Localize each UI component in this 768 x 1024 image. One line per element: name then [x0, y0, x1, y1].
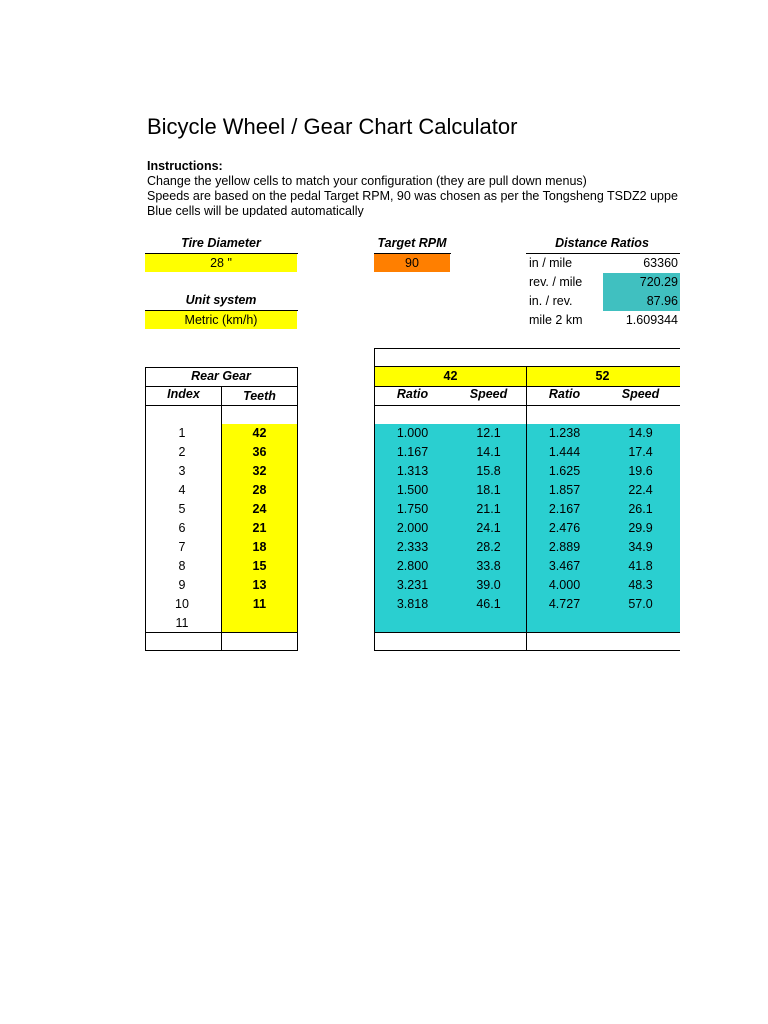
teeth-select[interactable]: 42 [252, 426, 267, 440]
gear-index: 9 [178, 578, 186, 592]
ratio-cell: 1.750 [396, 502, 429, 516]
ratio-cell: 2.000 [396, 521, 429, 535]
instructions-heading: Instructions: [147, 159, 223, 173]
ratio-cell: 1.500 [396, 483, 429, 497]
speed-cell: 14.1 [476, 445, 501, 459]
teeth-select[interactable]: 15 [252, 559, 267, 573]
speed-cell: 57.0 [628, 597, 653, 611]
distance-row-name: rev. / mile [529, 275, 583, 289]
distance-ratios-label: Distance Ratios [555, 236, 649, 250]
ratio-header: Ratio [396, 387, 429, 401]
teeth-select[interactable]: 11 [252, 597, 267, 611]
distance-row-value: 720.29 [603, 273, 680, 292]
instruction-line-2: Speeds are based on the pedal Target RPM, 90 was chosen as per the Tongsheng TSDZ2 uppe [147, 189, 678, 203]
speed-cell: 24.1 [476, 521, 501, 535]
speed-cell: 18.1 [476, 483, 501, 497]
ratio-cell: 1.238 [548, 426, 581, 440]
unit-system-select[interactable]: Metric (km/h) [145, 311, 297, 329]
distance-row-name: mile 2 km [529, 313, 583, 327]
ratio-cell: 3.467 [548, 559, 581, 573]
ratio-cell: 1.000 [396, 426, 429, 440]
page-title: Bicycle Wheel / Gear Chart Calculator [147, 114, 518, 139]
ratio-cell: 4.727 [548, 597, 581, 611]
distance-row-name: in / mile [529, 256, 573, 270]
ratio-cell: 2.889 [548, 540, 581, 554]
chainring-teeth[interactable]: 42 [443, 369, 458, 383]
unit-system-label: Unit system [185, 293, 257, 307]
gear-index: 6 [178, 521, 186, 535]
speed-cell: 12.1 [476, 426, 501, 440]
teeth-select[interactable]: 13 [252, 578, 267, 592]
tire-diameter-select[interactable]: 28 " [145, 254, 297, 272]
speed-cell: 15.8 [476, 464, 501, 478]
ratio-cell: 1.167 [396, 445, 429, 459]
target-rpm-label: Target RPM [377, 236, 447, 250]
rear-gear-label: Rear Gear [191, 369, 251, 383]
ratio-cell: 2.167 [548, 502, 581, 516]
speed-cell: 34.9 [628, 540, 653, 554]
speed-cell: 41.8 [628, 559, 653, 573]
speed-cell: 17.4 [628, 445, 653, 459]
teeth-select[interactable]: 18 [252, 540, 267, 554]
gear-index: 11 [175, 616, 189, 630]
speed-cell: 46.1 [476, 597, 501, 611]
ratio-header: Ratio [548, 387, 581, 401]
teeth-header: Teeth [243, 389, 276, 403]
distance-row-value: 87.96 [603, 292, 680, 311]
distance-row-value: 1.609344 [625, 313, 678, 327]
gear-index: 4 [178, 483, 186, 497]
ratio-cell: 3.818 [396, 597, 429, 611]
speed-cell: 14.9 [628, 426, 653, 440]
teeth-select[interactable]: 36 [252, 445, 267, 459]
teeth-select[interactable]: 21 [252, 521, 267, 535]
speed-cell: 26.1 [628, 502, 653, 516]
ratio-cell: 4.000 [548, 578, 581, 592]
ratio-cell: 1.444 [548, 445, 581, 459]
speed-cell: 39.0 [476, 578, 501, 592]
ratio-cell: 1.857 [548, 483, 581, 497]
distance-row-name: in. / rev. [529, 294, 573, 308]
speed-cell: 48.3 [628, 578, 653, 592]
ratio-cell: 2.800 [396, 559, 429, 573]
tire-diameter-label: Tire Diameter [181, 236, 261, 250]
ratio-cell: 3.231 [396, 578, 429, 592]
gear-index: 7 [178, 540, 186, 554]
gear-index: 5 [178, 502, 186, 516]
gear-index: 3 [178, 464, 186, 478]
gear-index: 1 [178, 426, 186, 440]
ratio-cell: 2.476 [548, 521, 581, 535]
ratio-cell: 2.333 [396, 540, 429, 554]
speed-cell: 19.6 [628, 464, 653, 478]
gear-index: 10 [175, 597, 189, 611]
speed-cell: 29.9 [628, 521, 653, 535]
speed-cell: 28.2 [476, 540, 501, 554]
distance-row-value: 63360 [643, 256, 678, 270]
ratio-cell: 1.625 [548, 464, 581, 478]
teeth-select[interactable] [222, 614, 297, 633]
speed-cell: 33.8 [476, 559, 501, 573]
speed-header: Speed [621, 387, 660, 401]
speed-header: Speed [469, 387, 508, 401]
instruction-line-1: Change the yellow cells to match your configuration (they are pull down menus) [147, 174, 587, 188]
gear-index: 8 [178, 559, 186, 573]
teeth-select[interactable]: 32 [252, 464, 267, 478]
chainring-teeth[interactable]: 52 [595, 369, 610, 383]
instruction-line-3: Blue cells will be updated automatically [147, 204, 364, 217]
speed-cell: 22.4 [628, 483, 653, 497]
teeth-select[interactable]: 24 [252, 502, 267, 516]
ratio-cell: 1.313 [396, 464, 429, 478]
target-rpm-select[interactable]: 90 [374, 254, 450, 272]
speed-cell: 21.1 [476, 502, 501, 516]
gear-index: 2 [178, 445, 186, 459]
index-header: Index [167, 387, 200, 401]
teeth-select[interactable]: 28 [252, 483, 267, 497]
